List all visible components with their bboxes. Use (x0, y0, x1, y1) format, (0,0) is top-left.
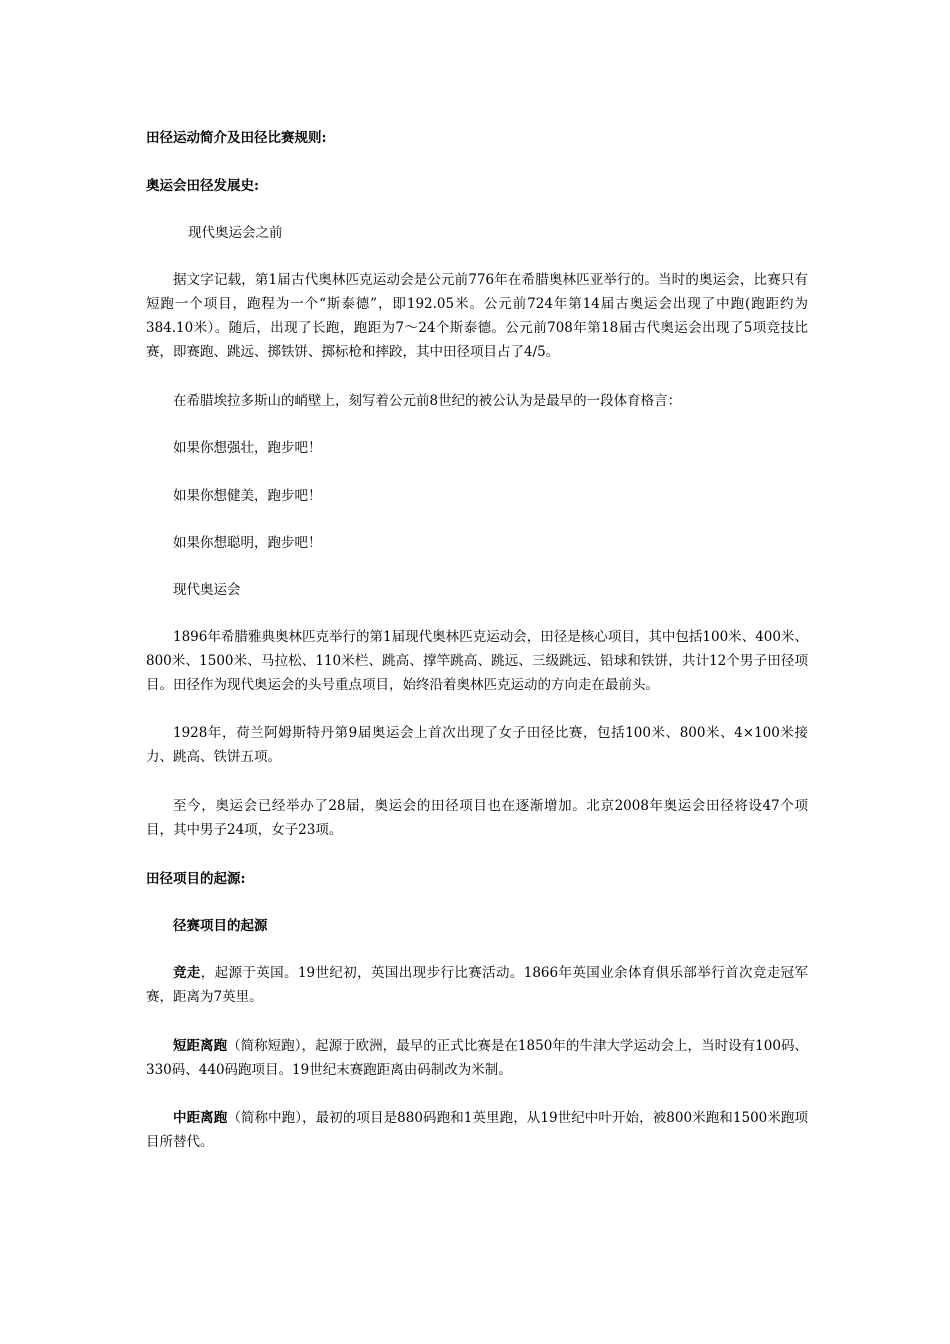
paragraph-1896-olympics: 1896年希腊雅典奥林匹克举行的第1届现代奥林匹克运动会，田径是核心项目，其中包括100米、400米、800米、1500米、马拉松、110米栏、跳高、撑竿跳高、跳远、三级跳远、铅球和铁饼，共计12个男子田径项目。田径作为现代奥运会的头号重点项目，始终沿着奥林匹克运动的方向走在最前头。 (146, 629, 808, 693)
subheading-ancient-olympics: 现代奥运会之前 (188, 225, 283, 241)
paragraph-motto-intro: 在希腊埃拉多斯山的峭壁上，刻写着公元前8世纪的被公认为是最早的一段体育格言： (173, 393, 682, 409)
document-title: 田径运动简介及田径比赛规则: (146, 130, 327, 146)
term-sprint: 短距离跑 (173, 1038, 228, 1054)
paragraph-sprint (146, 1034, 808, 1082)
motto-line-fit: 如果你想健美，跑步吧！ (173, 488, 322, 504)
paragraph-2008-olympics: 至今，奥运会已经举办了28届，奥运会的田径项目也在逐渐增加。北京2008年奥运会田径将设47个项目，其中男子24项，女子23项。 (146, 798, 808, 838)
section-heading-olympic-history: 奥运会田径发展史: (146, 178, 259, 194)
paragraph-ancient-olympics: 据文字记载，第1届古代奥林匹克运动会是公元前776年在希腊奥林匹亚举行的。当时的奥运会，比赛只有短跑一个项目，跑程为一个“斯泰德”，即192.05米。公元前724年第14届古奥运会出现了中跑(跑距约为384.10米）。随后，出现了长跑，跑距为7～24个斯泰德。公元前708年第18届古代奥运会出现了5项竞技比赛，即赛跑、跳远、掷铁饼、掷标枪和摔跤，其中田径项目占了4/5。 (146, 272, 808, 360)
paragraph-race-walk (146, 961, 808, 1009)
section-heading-event-origins: 田径项目的起源: (146, 871, 246, 887)
term-race-walk: 竞走 (173, 965, 201, 981)
subheading-modern-olympics: 现代奥运会 (173, 582, 241, 598)
middle-distance-text: （简称中跑），最初的项目是880码跑和1英里跑，从19世纪中叶开始，被800米跑和1500米跑项目所替代。 (146, 1110, 808, 1150)
motto-line-strong: 如果你想强壮，跑步吧！ (173, 440, 322, 456)
paragraph-middle-distance (146, 1106, 808, 1154)
race-walk-text: ，起源于英国。19世纪初，英国出现步行比赛活动。1866年英国业余体育俱乐部举行首次竞走冠军赛，距离为7英里。 (146, 965, 808, 1005)
term-middle-distance: 中距离跑 (173, 1110, 228, 1126)
subheading-track-origins: 径赛项目的起源 (173, 918, 268, 934)
paragraph-1928-olympics: 1928年，荷兰阿姆斯特丹第9届奥运会上首次出现了女子田径比赛，包括100米、800米、4×100米接力、跳高、铁饼五项。 (146, 725, 808, 765)
motto-line-smart: 如果你想聪明，跑步吧！ (173, 535, 322, 551)
sprint-text: （简称短跑），起源于欧洲，最早的正式比赛是在1850年的牛津大学运动会上，当时设有100码、330码、440码跑项目。19世纪末赛跑距离由码制改为米制。 (146, 1038, 809, 1078)
